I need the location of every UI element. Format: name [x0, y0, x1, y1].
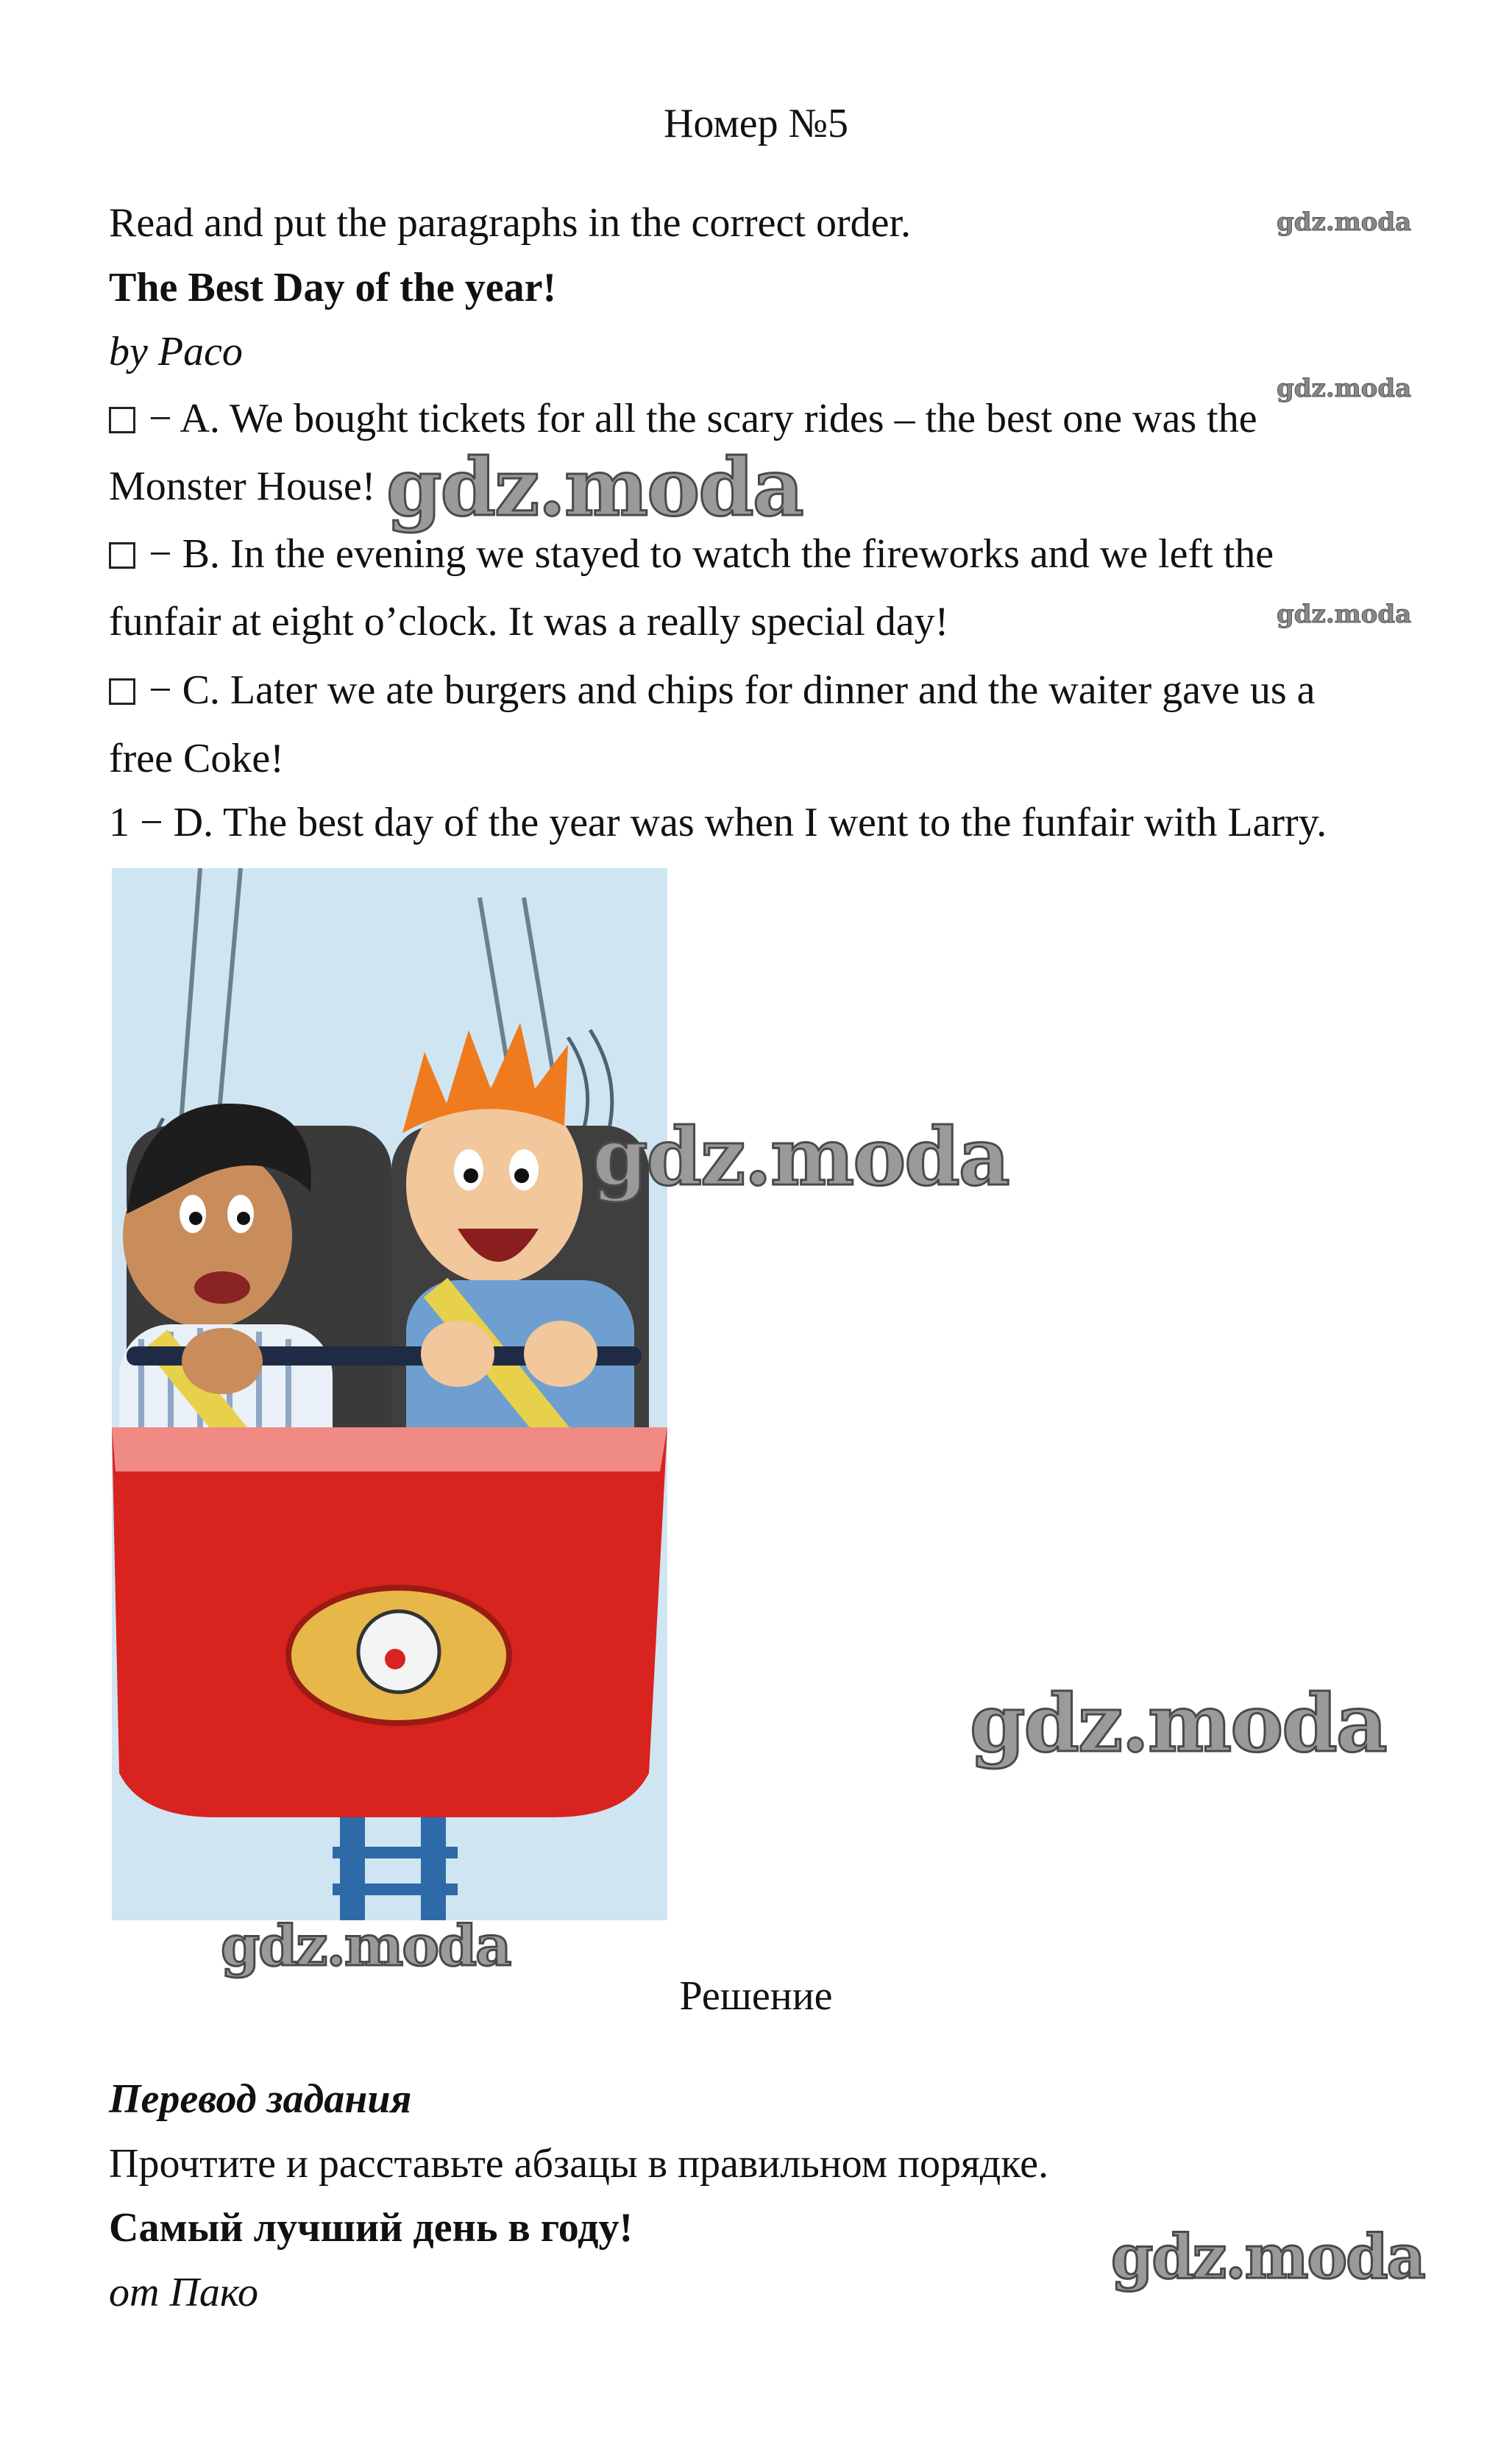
watermark-large-2: gdz.moda — [592, 1111, 1009, 1204]
paragraph-b-line2: funfair at eight o’clock. It was a really special day! — [109, 599, 949, 645]
watermark-large-3: gdz.moda — [970, 1677, 1386, 1770]
watermark-small-3: gdz.moda — [1277, 600, 1412, 629]
answer-checkbox-b[interactable] — [109, 542, 135, 569]
solution-heading: Решение — [679, 1973, 833, 2019]
story-title: The Best Day of the year! — [109, 265, 557, 310]
translation-title: Самый лучший день в году! — [109, 2205, 633, 2251]
translation-heading: Перевод задания — [109, 2076, 412, 2122]
watermark-medium-1: gdz.moda — [221, 1913, 511, 1978]
funfair-ride-svg — [112, 868, 667, 1920]
watermark-large-1: gdz.moda — [386, 441, 803, 534]
answer-checkbox-c[interactable] — [109, 678, 135, 705]
paragraph-a-line1: − A. We bought tickets for all the scary rides – the best one was the — [109, 394, 1257, 444]
translation-author: от Пако — [109, 2270, 258, 2315]
task-instruction: Read and put the paragraphs in the correct order. — [109, 200, 912, 246]
watermark-small-1: gdz.moda — [1277, 207, 1412, 237]
page-header-title: Номер №5 — [663, 101, 849, 146]
watermark-small-2: gdz.moda — [1277, 374, 1412, 403]
paragraph-c-line2: free Coke! — [109, 736, 284, 781]
paragraph-d-number: 1 — [109, 800, 129, 845]
paragraph-d-line1: 1 − D. The best day of the year was when I went to the funfair with Larry. — [109, 800, 1327, 845]
story-author: by Paco — [109, 329, 243, 374]
translation-instruction: Прочтите и расставьте абзацы в правильном порядке. — [109, 2141, 1048, 2187]
funfair-ride-illustration — [112, 868, 667, 1920]
paragraph-a-line2: Monster House! — [109, 464, 376, 509]
answer-checkbox-a[interactable] — [109, 407, 135, 433]
watermark-medium-2: gdz.moda — [1111, 2222, 1424, 2293]
paragraph-b-line1: − B. In the evening we stayed to watch the fireworks and we left the — [109, 530, 1274, 579]
paragraph-c-line1: − C. Later we ate burgers and chips for dinner and the waiter gave us a — [109, 666, 1316, 715]
